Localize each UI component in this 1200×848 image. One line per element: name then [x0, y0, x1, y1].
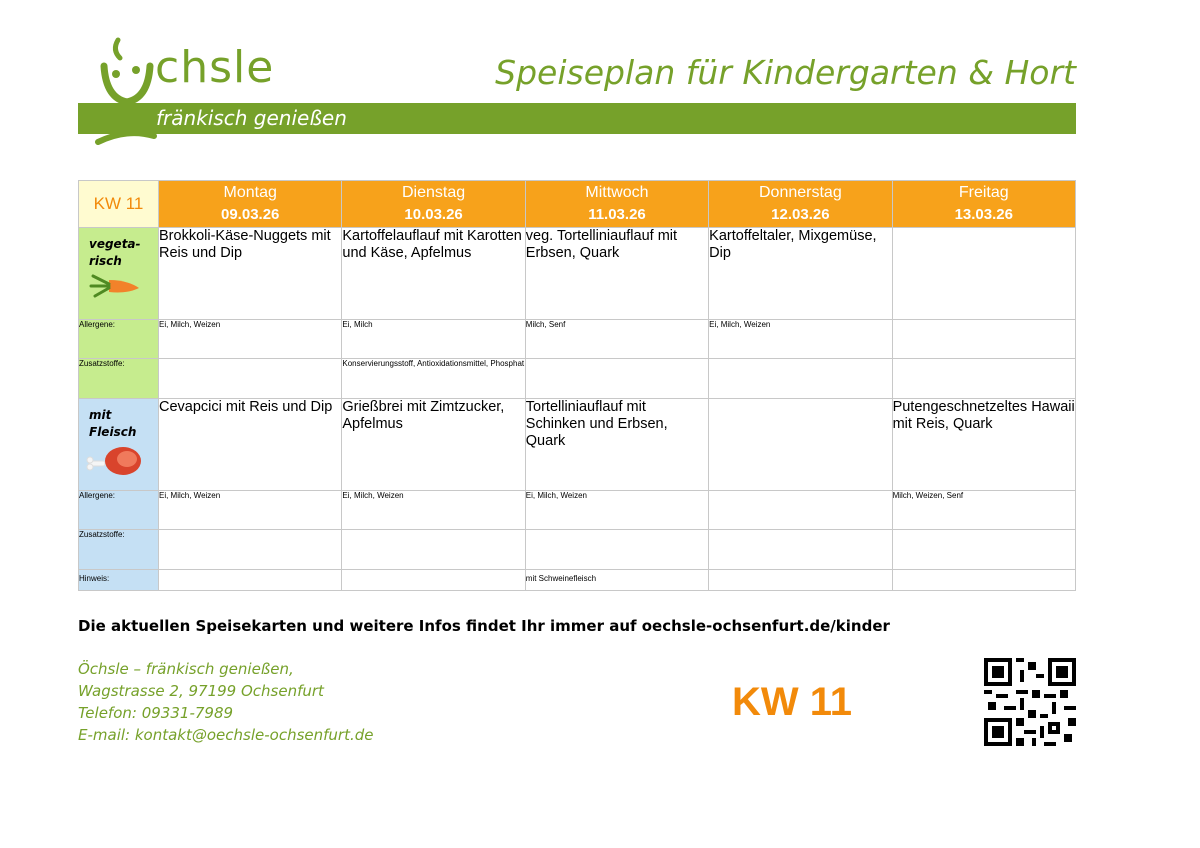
allergene-cell: Ei, Milch — [342, 320, 525, 359]
zusatz-cell — [525, 530, 708, 570]
row-label: Allergene: — [79, 320, 159, 359]
zusatz-cell — [892, 359, 1075, 399]
veg-zusatz-row — [79, 359, 1076, 399]
veg-meal-row — [79, 228, 1076, 320]
allergene-cell: Ei, Milch, Weizen — [525, 491, 708, 530]
ham-icon — [85, 441, 145, 477]
meat-allergene-row — [79, 491, 1076, 530]
zusatz-cell — [159, 530, 342, 570]
meal-cell: veg. Tortelliniauflauf mit Erbsen, Quark — [525, 228, 708, 320]
meal-cell: Putengeschnetzeltes Hawaii mit Reis, Quark — [892, 399, 1075, 491]
meat-zusatz-row — [79, 530, 1076, 570]
hinweis-cell — [159, 570, 342, 591]
zusatz-cell — [159, 359, 342, 399]
day-header: Mittwoch 11.03.26 — [525, 181, 708, 228]
category-meat: mit Fleisch — [79, 399, 159, 491]
zusatz-cell — [709, 359, 892, 399]
zusatz-cell — [709, 530, 892, 570]
allergene-cell — [709, 491, 892, 530]
info-text: Die aktuellen Speisekarten und weitere Infos findet Ihr immer auf oechsle-ochsenfurt.de/kinder — [78, 617, 890, 635]
hinweis-cell — [892, 570, 1075, 591]
allergene-cell: Ei, Milch, Weizen — [342, 491, 525, 530]
meal-cell: Kartoffeltaler, Mixgemüse, Dip — [709, 228, 892, 320]
hinweis-row — [79, 570, 1076, 591]
day-header-row — [79, 181, 1076, 228]
category-vegetarian: vegeta- risch — [79, 228, 159, 320]
allergene-cell: Ei, Milch, Weizen — [159, 491, 342, 530]
zusatz-cell — [342, 530, 525, 570]
week-number: KW 11 — [732, 680, 853, 724]
meal-cell: Brokkoli-Käse-Nuggets mit Reis und Dip — [159, 228, 342, 320]
allergene-cell — [892, 320, 1075, 359]
brand-tagline: fränkisch genießen — [156, 106, 347, 130]
meal-cell — [709, 399, 892, 491]
allergene-cell: Ei, Milch, Weizen — [159, 320, 342, 359]
day-header: Montag 09.03.26 — [159, 181, 342, 228]
day-header: Dienstag 10.03.26 — [342, 181, 525, 228]
meal-cell: Grießbrei mit Zimtzucker, Apfelmus — [342, 399, 525, 491]
veg-allergene-row — [79, 320, 1076, 359]
hinweis-cell: mit Schweinefleisch — [525, 570, 708, 591]
page-title: Speiseplan für Kindergarten & Hort — [495, 53, 1076, 92]
row-label: Hinweis: — [79, 570, 159, 591]
meal-cell — [892, 228, 1075, 320]
row-label: Zusatzstoffe: — [79, 530, 159, 570]
allergene-cell: Milch, Weizen, Senf — [892, 491, 1075, 530]
meal-cell: Tortelliniauflauf mit Schinken und Erbsen, Quark — [525, 399, 708, 491]
address-line: Telefon: 09331-7989 — [78, 704, 234, 722]
address-line: Wagstrasse 2, 97199 Ochsenfurt — [78, 682, 324, 700]
kw-label: KW 11 — [79, 181, 159, 228]
allergene-cell: Ei, Milch, Weizen — [709, 320, 892, 359]
menu-table — [78, 180, 1076, 591]
brand-name: chsle — [155, 42, 275, 93]
carrot-icon — [87, 272, 143, 298]
hinweis-cell — [709, 570, 892, 591]
qr-code-icon — [984, 658, 1076, 746]
meat-meal-row — [79, 399, 1076, 491]
zusatz-cell — [892, 530, 1075, 570]
row-label: Allergene: — [79, 491, 159, 530]
meal-cell: Kartoffelauflauf mit Karotten und Käse, Apfelmus — [342, 228, 525, 320]
meal-cell: Cevapcici mit Reis und Dip — [159, 399, 342, 491]
day-header: Donnerstag 12.03.26 — [709, 181, 892, 228]
address-block — [78, 658, 373, 746]
row-label: Zusatzstoffe: — [79, 359, 159, 399]
zusatz-cell: Konservierungsstoff, Antioxidationsmittel, Phosphat — [342, 359, 525, 399]
address-line: E-mail: kontakt@oechsle-ochsenfurt.de — [78, 726, 374, 744]
allergene-cell: Milch, Senf — [525, 320, 708, 359]
day-header: Freitag 13.03.26 — [892, 181, 1075, 228]
address-line: Öchsle – fränkisch genießen, — [78, 660, 294, 678]
zusatz-cell — [525, 359, 708, 399]
hinweis-cell — [342, 570, 525, 591]
